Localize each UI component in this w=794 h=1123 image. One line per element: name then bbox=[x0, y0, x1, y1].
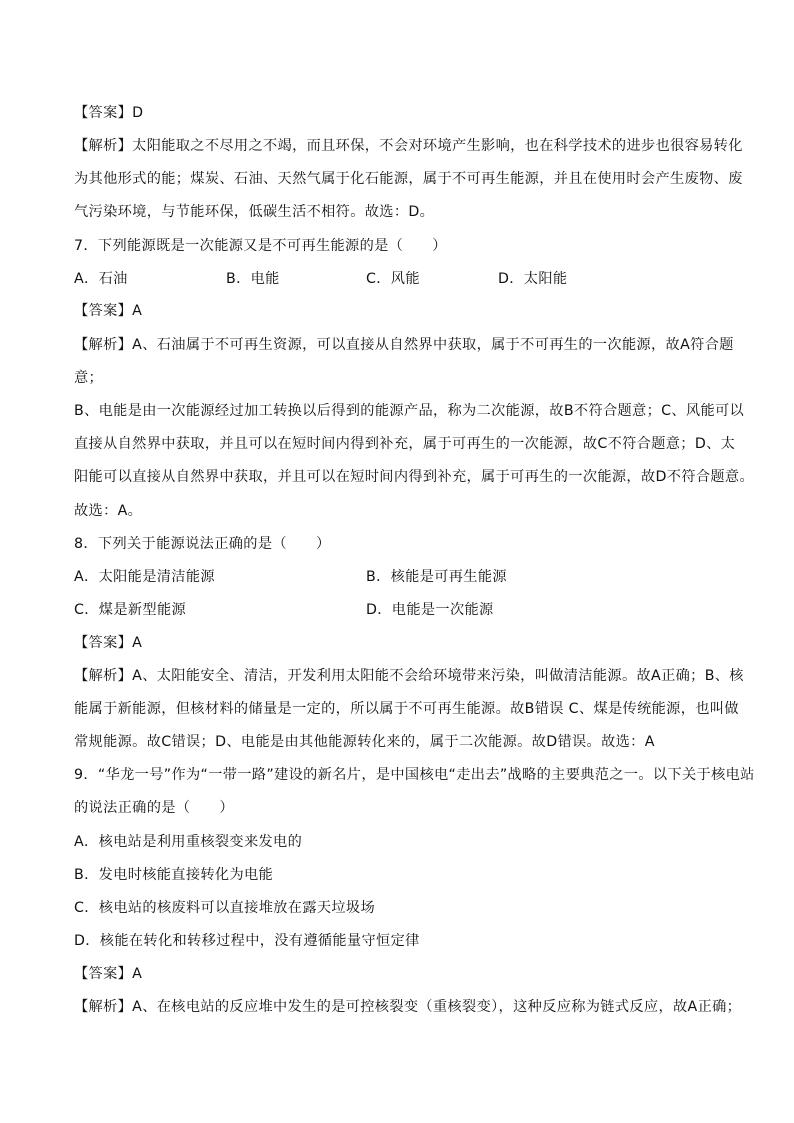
q8-analysis-line: 能属于新能源，但核材料的储量是一定的，所以属于不可再生能源。故B错误 C、煤是传统能源，也叫做 bbox=[74, 701, 739, 717]
q9-answer: 【答案】A bbox=[74, 966, 143, 982]
q7-stem: 7．下列能源既是一次能源又是不可再生能源的是（ ） bbox=[74, 238, 447, 254]
q7-option-a: A．石油 bbox=[74, 271, 128, 287]
q6-analysis-line: 气污染环境，与节能环保，低碳生活不相符。故选：D。 bbox=[74, 204, 435, 220]
q9-option-a: A．核电站是利用重核裂变来发电的 bbox=[74, 834, 303, 850]
q6-analysis-line: 为其他形式的能；煤炭、石油、天然气属于化石能源，属于不可再生能源，并且在使用时会产生废物、废 bbox=[74, 171, 743, 187]
q8-analysis-line: 常规能源。故C错误；D、电能是由其他能源转化来的，属于二次能源。故D错误。故选：A bbox=[74, 734, 655, 750]
q9-option-b: B．发电时核能直接转化为电能 bbox=[74, 867, 274, 883]
q7-analysis-line: 意； bbox=[74, 370, 104, 386]
q8-option-c: C．煤是新型能源 bbox=[74, 602, 187, 618]
q7-option-d: D．太阳能 bbox=[498, 271, 568, 287]
q7-analysis-line: 【解析】A、石油属于不可再生资源，可以直接从自然界中获取，属于不可再生的一次能源，故A符合题 bbox=[74, 337, 734, 353]
q7-analysis-line: 阳能可以直接从自然界中获取，并且可以在短时间内得到补充，属于可再生的一次能源，故D不符合题意。 bbox=[74, 469, 755, 485]
q9-option-c: C．核电站的核废料可以直接堆放在露天垃圾场 bbox=[74, 900, 376, 916]
q8-stem: 8．下列关于能源说法正确的是（ ） bbox=[74, 536, 331, 552]
q6-answer: 【答案】D bbox=[74, 105, 144, 121]
q8-answer: 【答案】A bbox=[74, 635, 143, 651]
q7-analysis-line: 直接从自然界中获取，并且可以在短时间内得到补充，属于可再生的一次能源，故C不符合题意；D、太 bbox=[74, 436, 736, 452]
q9-analysis-line: 【解析】A、在核电站的反应堆中发生的是可控核裂变（重核裂变），这种反应称为链式反应，故A正确； bbox=[74, 999, 742, 1015]
q7-analysis-line: 故选：A。 bbox=[74, 503, 143, 519]
q8-option-b: B．核能是可再生能源 bbox=[366, 569, 507, 585]
q8-option-d: D．电能是一次能源 bbox=[366, 602, 494, 618]
q7-answer: 【答案】A bbox=[74, 303, 143, 319]
q6-analysis-line: 【解析】太阳能取之不尽用之不竭，而且环保，不会对环境产生影响，也在科学技术的进步也很容易转化 bbox=[74, 138, 743, 154]
q9-stem-line: 9．“华龙一号”作为“一带一路”建设的新名片，是中国核电“走出去”战略的主要典范之一。以下关于核电站 bbox=[74, 767, 755, 783]
q7-option-b: B．电能 bbox=[226, 271, 280, 287]
q8-option-a: A．太阳能是清洁能源 bbox=[74, 569, 215, 585]
q9-stem-line: 的说法正确的是（ ） bbox=[74, 800, 234, 816]
q7-analysis-line: B、电能是由一次能源经过加工转换以后得到的能源产品，称为二次能源，故B不符合题意；C、风能可以 bbox=[74, 403, 745, 419]
q9-option-d: D．核能在转化和转移过程中，没有遵循能量守恒定律 bbox=[74, 933, 420, 949]
q8-analysis-line: 【解析】A、太阳能安全、清洁，开发利用太阳能不会给环境带来污染，叫做清洁能源。故A正确；B、核 bbox=[74, 668, 744, 684]
q7-option-c: C．风能 bbox=[366, 271, 420, 287]
